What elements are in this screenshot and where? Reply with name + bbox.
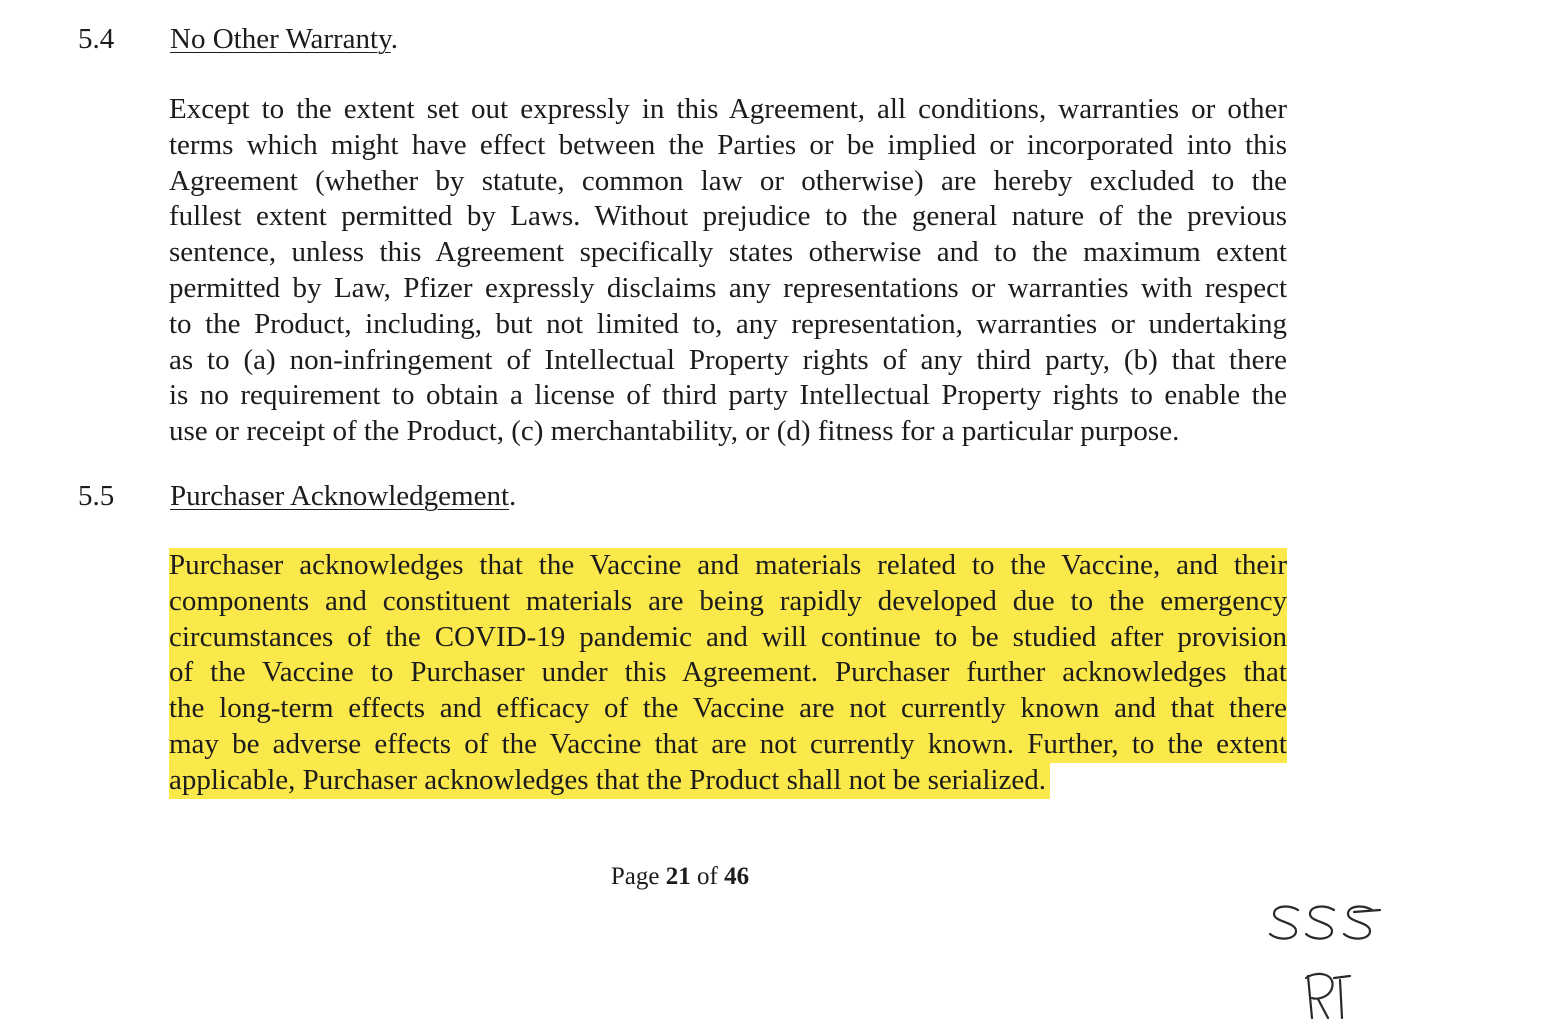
section-title-text: No Other Warranty xyxy=(170,23,391,55)
paragraph-line: is no requirement to obtain a license of third party Intellectual Property rights to enable the xyxy=(169,379,1287,412)
section-title xyxy=(170,479,516,513)
section-number: 5.5 xyxy=(78,480,115,512)
paragraph-line: components and constituent materials are being rapidly developed due to the emergency xyxy=(169,584,1287,620)
paragraph-line: fullest extent permitted by Laws. Without prejudice to the general nature of the previous xyxy=(169,200,1287,233)
paragraph-line: to the Product, including, but not limited to, any representation, warranties or undertaking xyxy=(169,307,1287,340)
paragraph-line: Except to the extent set out expressly in this Agreement, all conditions, warranties or other xyxy=(169,93,1287,125)
page-number: 21 xyxy=(665,863,691,890)
paragraph-line: sentence, unless this Agreement specifically states otherwise and to the maximum extent xyxy=(169,236,1287,269)
paragraph-line: may be adverse effects of the Vaccine that are not currently known. Further, to the extent xyxy=(169,727,1287,763)
section-title xyxy=(170,22,398,56)
highlighted-paragraph xyxy=(169,548,1287,799)
section-number: 5.4 xyxy=(78,23,115,55)
handwritten-initials xyxy=(1262,896,1392,1031)
paragraph-line: Purchaser acknowledges that the Vaccine and materials related to the Vaccine, and their xyxy=(169,548,1287,584)
section-title-text: Purchaser Acknowledgement xyxy=(170,480,510,512)
paragraph-line: Agreement (whether by statute, common law or otherwise) are hereby excluded to the xyxy=(169,164,1287,197)
paragraph-line: as to (a) non-infringement of Intellectual Property rights of any third party, (b) that there xyxy=(169,343,1287,376)
page-number-footer xyxy=(0,862,1360,892)
paragraph-line: use or receipt of the Product, (c) merchantability, or (d) fitness for a particular purpose. xyxy=(169,415,1180,448)
paragraph-line: permitted by Law, Pfizer expressly disclaims any representations or warranties with respect xyxy=(169,271,1287,304)
page-label: Page xyxy=(610,863,660,890)
paragraph-line: the long-term effects and efficacy of the Vaccine are not currently known and that there xyxy=(169,691,1287,727)
section-title-period: . xyxy=(390,23,398,55)
paragraph-line: of the Vaccine to Purchaser under this Agreement. Purchaser further acknowledges that xyxy=(169,655,1287,691)
paragraph-line: applicable, Purchaser acknowledges that the Product shall not be serialized. xyxy=(169,763,1050,799)
paragraph-line: terms which might have effect between the Parties or be implied or incorporated into this xyxy=(169,128,1287,161)
section-title-period: . xyxy=(509,480,517,512)
total-pages: 46 xyxy=(724,863,750,890)
section-paragraph xyxy=(169,92,1287,450)
of-label: of xyxy=(697,863,718,890)
paragraph-line: circumstances of the COVID-19 pandemic and will continue to be studied after provision xyxy=(169,620,1287,656)
